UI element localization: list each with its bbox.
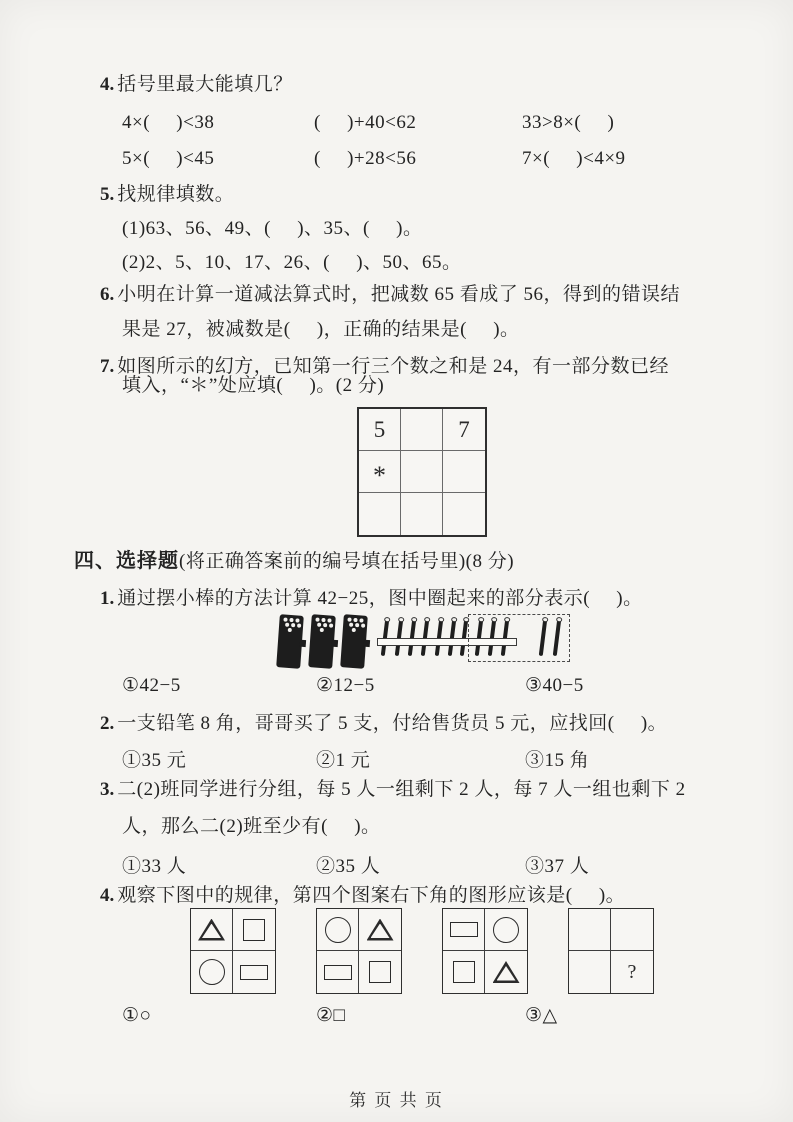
choice-q4-option-1: ①○ <box>122 1005 152 1026</box>
pattern-cell <box>191 951 233 993</box>
choice-q2-number: 2. <box>100 713 115 734</box>
section-4-subtitle: (将正确答案前的编号填在括号里)(8 分) <box>179 551 515 572</box>
circle-shape <box>199 959 225 985</box>
choice-q4-option-2: ②□ <box>316 1005 346 1026</box>
choice-q4-text <box>100 884 625 907</box>
choice-q4-stem: 观察下图中的规律，第四个图案右下角的图形应该是( )。 <box>117 885 626 906</box>
choice-q1-option-3: ③40−5 <box>525 675 584 696</box>
magic-cell-star: * <box>359 451 401 493</box>
q5-title-text: 找规律填数。 <box>117 184 235 205</box>
q4-expr-1: 4×( )<38 <box>122 112 215 133</box>
q4-expr-6: 7×( )<4×9 <box>522 148 626 169</box>
q5-item-2: (2)2、5、10、17、26、( )、50、65。 <box>122 252 462 273</box>
triangle-shape <box>367 919 394 941</box>
q6-number: 6. <box>100 284 115 305</box>
q7-line-2: 填入，“＊”处应填( )。(2 分) <box>122 375 385 396</box>
choice-q1-text <box>100 587 643 610</box>
stick-bundle <box>276 614 304 669</box>
pattern-grid-2 <box>316 908 402 994</box>
rectangle-shape <box>324 965 352 980</box>
pattern-cell <box>485 909 527 951</box>
choice-q2-option-1: ①35 元 <box>122 750 187 771</box>
magic-cell <box>443 493 485 535</box>
choice-q4-option-3: ③△ <box>525 1005 558 1026</box>
q4-expr-5: ( )+28<56 <box>314 148 417 169</box>
magic-cell <box>359 493 401 535</box>
triangle-shape <box>493 961 520 983</box>
pattern-grid-1 <box>190 908 276 994</box>
q4-number: 4. <box>100 74 115 95</box>
q6-line1-text: 小明在计算一道减法算式时，把减数 65 看成了 56，得到的错误结 <box>117 284 681 305</box>
pattern-cell <box>191 909 233 951</box>
q4-expr-4: 5×( )<45 <box>122 148 215 169</box>
q4-title <box>100 73 293 96</box>
pattern-cell <box>317 909 359 951</box>
choice-q2-stem: 一支铅笔 8 角，哥哥买了 5 支，付给售货员 5 元，应找回( )。 <box>117 713 668 734</box>
pattern-cell <box>233 909 275 951</box>
pattern-cell <box>443 951 485 993</box>
choice-q1-number: 1. <box>100 588 115 609</box>
choice-q3-option-2: ②35 人 <box>316 856 381 877</box>
magic-cell <box>401 451 443 493</box>
q7-line1-text: 如图所示的幻方，已知第一行三个数之和是 24，有一部分数已经 <box>117 356 670 377</box>
choice-q4-number: 4. <box>100 885 115 906</box>
stick-bundle <box>340 614 368 669</box>
pattern-cell-empty <box>569 951 611 993</box>
circle-shape <box>493 917 519 943</box>
choice-q1-option-2: ②12−5 <box>316 675 375 696</box>
magic-cell <box>401 409 443 451</box>
choice-q1-option-1: ①42−5 <box>122 675 181 696</box>
circled-region-dashed-box <box>468 614 570 662</box>
sticks-figure <box>275 612 575 676</box>
choice-q3-option-1: ①33 人 <box>122 856 187 877</box>
choice-q2-text <box>100 712 667 735</box>
q7-number: 7. <box>100 356 115 377</box>
magic-cell <box>443 451 485 493</box>
page-footer: 第 页 共 页 <box>349 1091 444 1110</box>
pattern-cell-empty <box>611 909 653 951</box>
q6-line-2: 果是 27，被减数是( )，正确的结果是( )。 <box>122 319 520 340</box>
q5-item-1: (1)63、56、49、( )、35、( )。 <box>122 218 423 239</box>
magic-cell: 5 <box>359 409 401 451</box>
q4-title-text: 括号里最大能填几？ <box>117 74 293 95</box>
pattern-cell <box>485 951 527 993</box>
magic-cell <box>401 493 443 535</box>
square-shape <box>243 919 265 941</box>
choice-q3-option-3: ③37 人 <box>525 856 590 877</box>
choice-q3-line-1 <box>100 778 686 801</box>
pattern-cell-question: ? <box>627 960 637 983</box>
square-shape <box>453 961 475 983</box>
pattern-cell <box>233 951 275 993</box>
choice-q3-number: 3. <box>100 779 115 800</box>
rectangle-shape <box>240 965 268 980</box>
q4-expr-3: 33>8×( ) <box>522 112 615 133</box>
pattern-grid-3 <box>442 908 528 994</box>
choice-q1-stem: 通过摆小棒的方法计算 42−25，图中圈起来的部分表示( )。 <box>117 588 643 609</box>
section-4-header <box>74 550 514 573</box>
stick-bundle <box>308 614 336 669</box>
choice-q3-stem-1: 二(2)班同学进行分组，每 5 人一组剩下 2 人，每 7 人一组也剩下 2 <box>117 779 686 800</box>
magic-cell: 7 <box>443 409 485 451</box>
pattern-cell <box>359 951 401 993</box>
section-4-title: 四、选择题 <box>74 550 179 572</box>
q5-number: 5. <box>100 184 115 205</box>
triangle-shape <box>198 919 225 941</box>
q6-line-1 <box>100 283 680 306</box>
choice-q2-option-2: ②1 元 <box>316 750 371 771</box>
pattern-cell <box>443 909 485 951</box>
rectangle-shape <box>450 922 478 937</box>
q4-expr-2: ( )+40<62 <box>314 112 417 133</box>
choice-q3-line-2: 人，那么二(2)班至少有( )。 <box>122 816 381 837</box>
circle-shape <box>325 917 351 943</box>
choice-q2-option-3: ③15 角 <box>525 750 590 771</box>
q5-title <box>100 183 234 206</box>
magic-square-figure <box>357 407 487 537</box>
pattern-cell-empty <box>569 909 611 951</box>
square-shape <box>369 961 391 983</box>
pattern-cell <box>317 951 359 993</box>
pattern-grid-4 <box>568 908 654 994</box>
pattern-cell <box>359 909 401 951</box>
